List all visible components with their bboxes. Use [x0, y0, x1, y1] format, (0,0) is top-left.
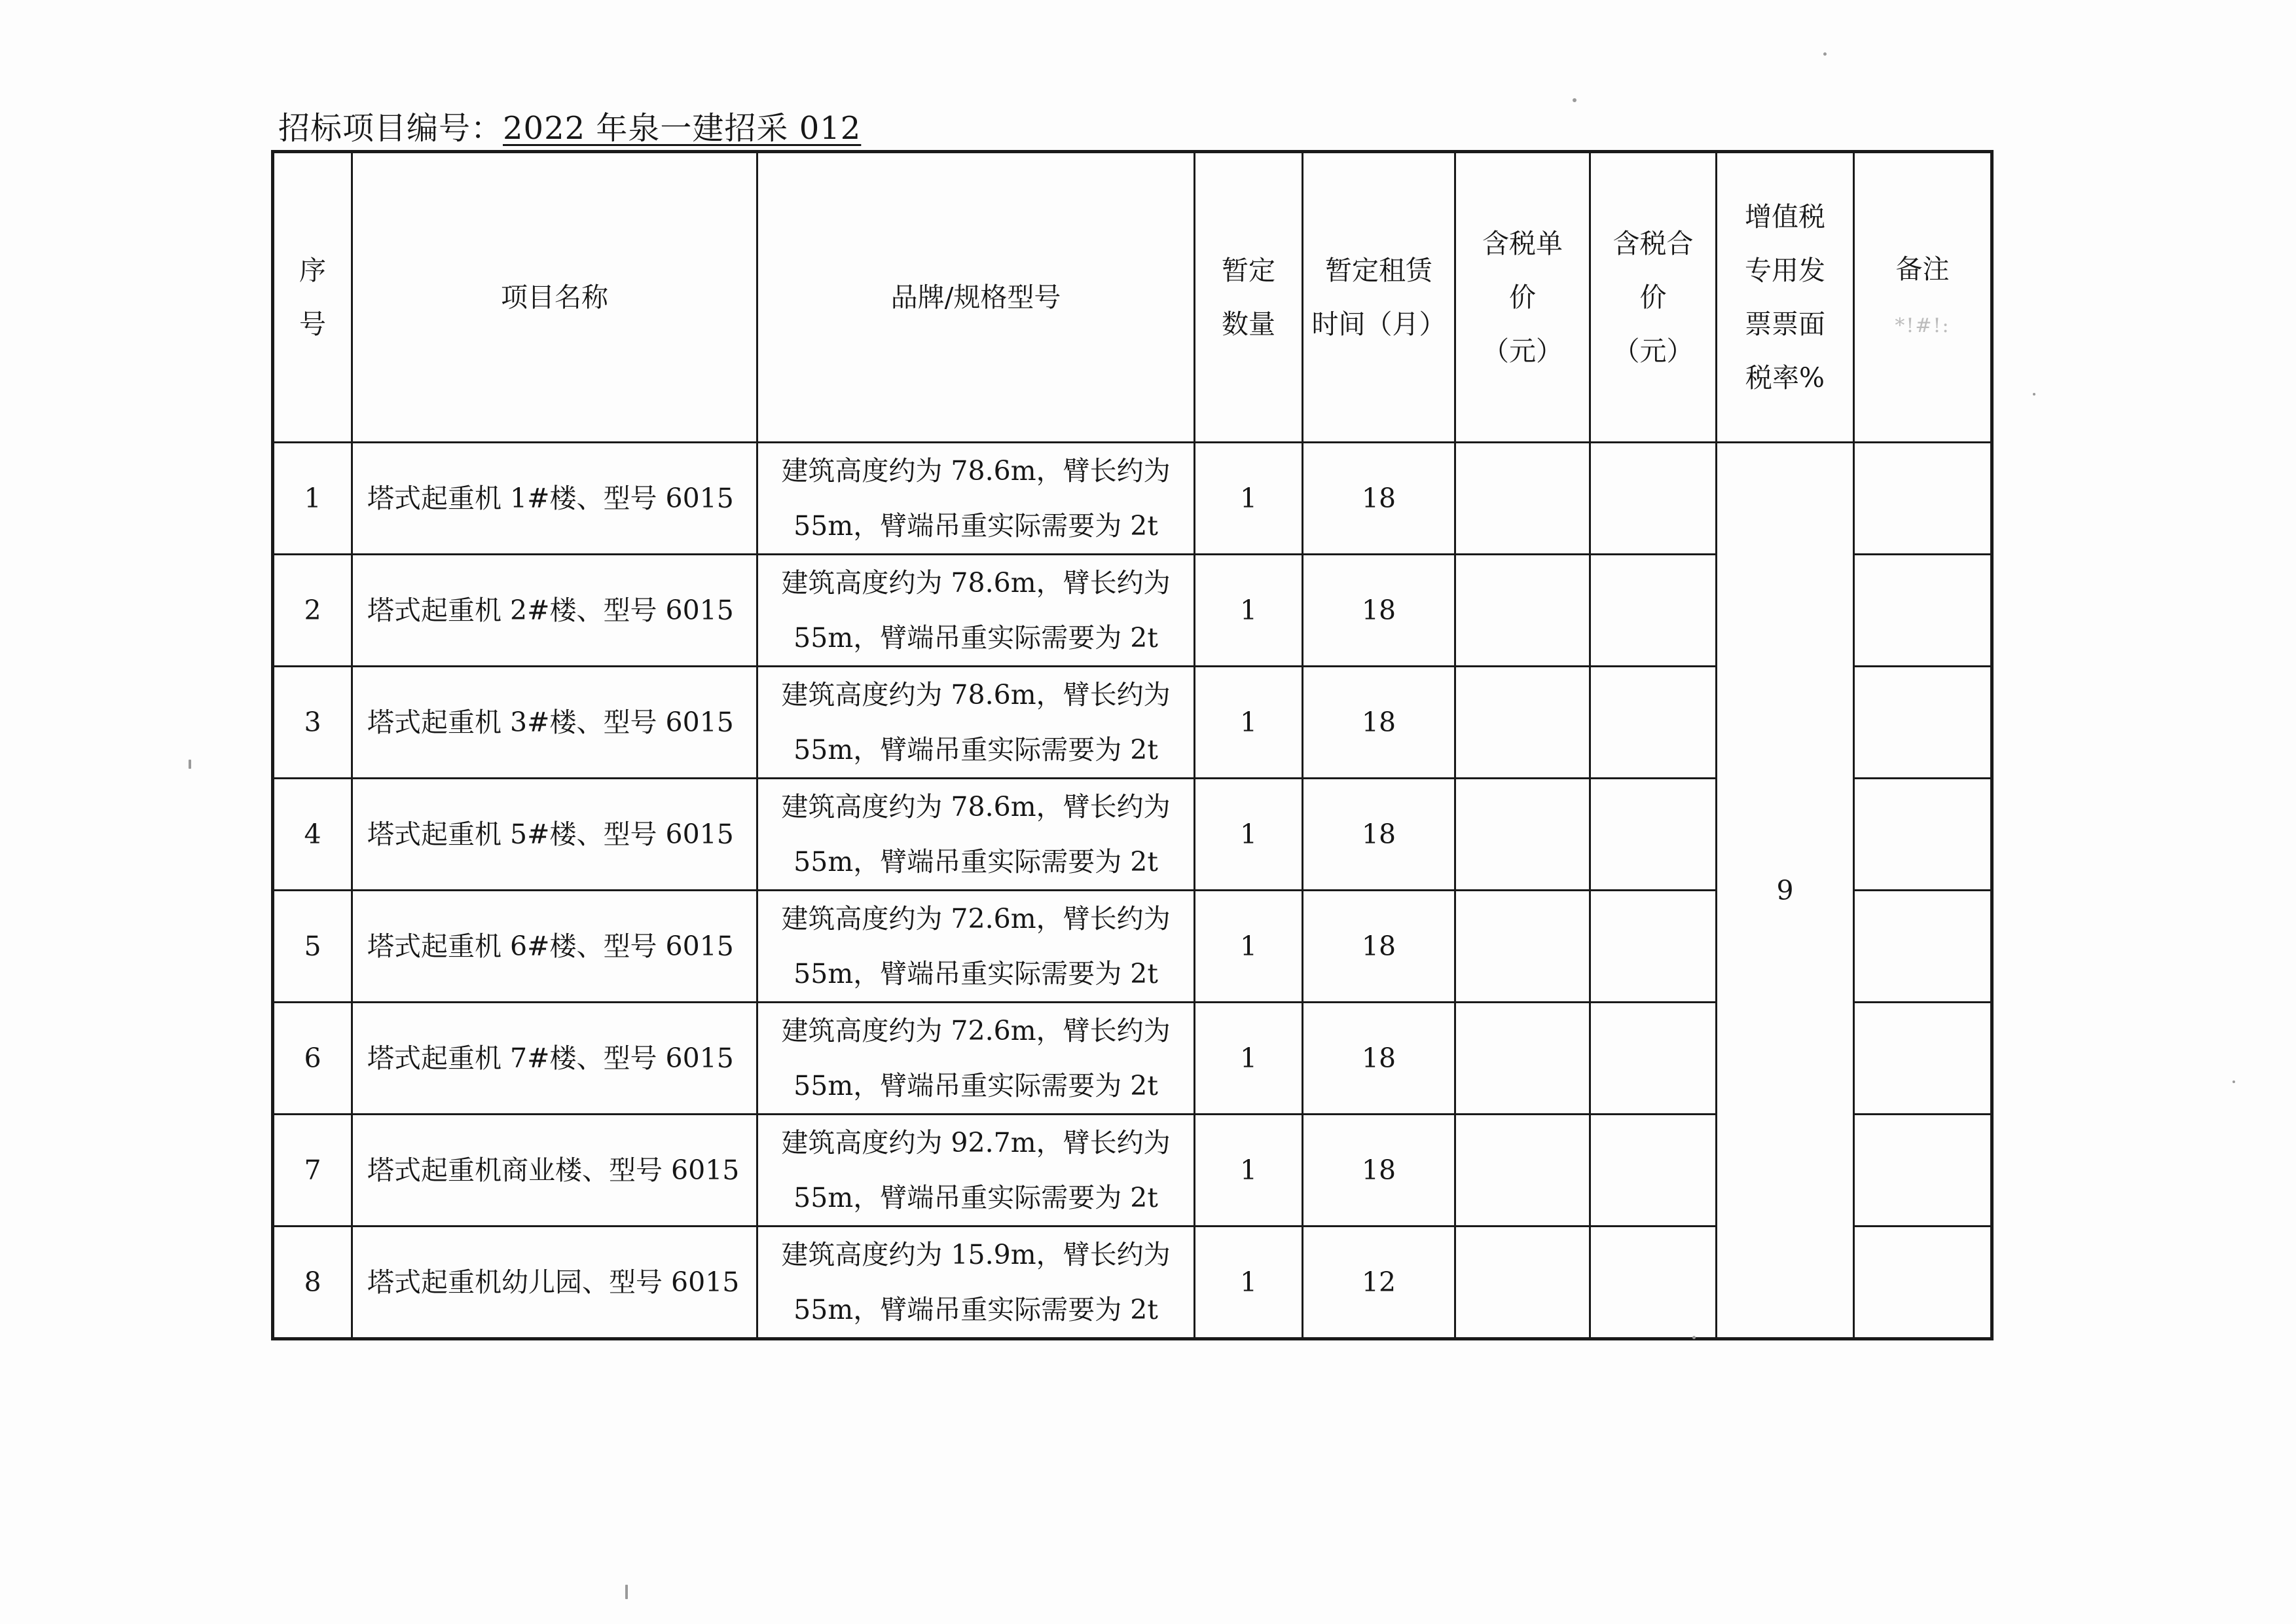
row-lease: 18	[1303, 1003, 1455, 1115]
row-qty: 1	[1195, 443, 1303, 555]
row-index: 1	[273, 443, 352, 555]
row-index: 3	[273, 667, 352, 779]
scan-speck	[2033, 393, 2035, 396]
title-label: 招标项目编号：	[278, 110, 503, 147]
row-total-price	[1590, 1115, 1717, 1227]
row-unit-price	[1455, 779, 1590, 891]
row-unit-price	[1455, 1227, 1590, 1339]
row-remark	[1854, 891, 1992, 1003]
remark-smudge: *!#!:	[1895, 314, 1950, 337]
tender-code: 2022 年泉一建招采 012	[503, 110, 862, 147]
scan-speck	[1823, 52, 1827, 56]
row-name: 塔式起重机幼儿园、型号 6015	[352, 1227, 757, 1339]
scan-speck	[189, 760, 191, 769]
row-remark	[1854, 555, 1992, 667]
header-index: 序 号	[273, 152, 352, 443]
row-qty: 1	[1195, 891, 1303, 1003]
row-unit-price	[1455, 555, 1590, 667]
vat-rate-cell: 9	[1717, 443, 1854, 1339]
row-total-price	[1590, 1227, 1717, 1339]
row-qty: 1	[1195, 779, 1303, 891]
row-name: 塔式起重机商业楼、型号 6015	[352, 1115, 757, 1227]
header-qty: 暂定 数量	[1195, 152, 1303, 443]
row-index: 7	[273, 1115, 352, 1227]
row-name: 塔式起重机 2#楼、型号 6015	[352, 555, 757, 667]
row-spec: 建筑高度约为 78.6m，臂长约为 55m，臂端吊重实际需要为 2t	[757, 555, 1195, 667]
row-spec: 建筑高度约为 78.6m，臂长约为 55m，臂端吊重实际需要为 2t	[757, 779, 1195, 891]
row-name: 塔式起重机 3#楼、型号 6015	[352, 667, 757, 779]
row-index: 2	[273, 555, 352, 667]
row-lease: 18	[1303, 443, 1455, 555]
row-unit-price	[1455, 443, 1590, 555]
row-index: 5	[273, 891, 352, 1003]
row-remark	[1854, 1115, 1992, 1227]
row-unit-price	[1455, 667, 1590, 779]
header-vat-rate: 增值税 专用发 票票面 税率%	[1717, 152, 1854, 443]
header-unit-price: 含税单 价 （元）	[1455, 152, 1590, 443]
row-spec: 建筑高度约为 72.6m，臂长约为 55m，臂端吊重实际需要为 2t	[757, 891, 1195, 1003]
header-row	[273, 152, 1992, 443]
row-lease: 18	[1303, 1115, 1455, 1227]
header-name: 项目名称	[352, 152, 757, 443]
row-qty: 1	[1195, 1003, 1303, 1115]
row-index: 8	[273, 1227, 352, 1339]
row-spec: 建筑高度约为 72.6m，臂长约为 55m，臂端吊重实际需要为 2t	[757, 1003, 1195, 1115]
row-total-price	[1590, 555, 1717, 667]
row-index: 4	[273, 779, 352, 891]
bid-table	[271, 150, 1994, 1340]
row-qty: 1	[1195, 1227, 1303, 1339]
scan-speck	[2232, 1080, 2235, 1083]
scan-speck	[1692, 1336, 1696, 1339]
row-lease: 18	[1303, 667, 1455, 779]
row-lease: 12	[1303, 1227, 1455, 1339]
row-remark	[1854, 1227, 1992, 1339]
row-index: 6	[273, 1003, 352, 1115]
row-qty: 1	[1195, 667, 1303, 779]
scan-speck	[625, 1585, 628, 1599]
row-spec: 建筑高度约为 78.6m，臂长约为 55m，臂端吊重实际需要为 2t	[757, 667, 1195, 779]
row-remark	[1854, 443, 1992, 555]
row-spec: 建筑高度约为 92.7m，臂长约为 55m，臂端吊重实际需要为 2t	[757, 1115, 1195, 1227]
scan-speck	[1573, 98, 1576, 102]
header-total-price: 含税合 价 （元）	[1590, 152, 1717, 443]
row-unit-price	[1455, 1003, 1590, 1115]
row-name: 塔式起重机 5#楼、型号 6015	[352, 779, 757, 891]
row-name: 塔式起重机 6#楼、型号 6015	[352, 891, 757, 1003]
row-total-price	[1590, 891, 1717, 1003]
header-spec: 品牌/规格型号	[757, 152, 1195, 443]
row-unit-price	[1455, 891, 1590, 1003]
row-remark	[1854, 1003, 1992, 1115]
row-lease: 18	[1303, 779, 1455, 891]
row-total-price	[1590, 667, 1717, 779]
row-total-price	[1590, 779, 1717, 891]
row-total-price	[1590, 443, 1717, 555]
row-qty: 1	[1195, 1115, 1303, 1227]
row-qty: 1	[1195, 555, 1303, 667]
document-title	[278, 109, 861, 148]
row-spec: 建筑高度约为 15.9m，臂长约为 55m，臂端吊重实际需要为 2t	[757, 1227, 1195, 1339]
row-spec: 建筑高度约为 78.6m，臂长约为 55m，臂端吊重实际需要为 2t	[757, 443, 1195, 555]
row-total-price	[1590, 1003, 1717, 1115]
table-row	[273, 443, 1992, 555]
row-lease: 18	[1303, 555, 1455, 667]
row-name: 塔式起重机 7#楼、型号 6015	[352, 1003, 757, 1115]
header-lease: 暂定租赁 时间（月）	[1303, 152, 1455, 443]
row-remark	[1854, 667, 1992, 779]
header-remark: 备注 *!#!:	[1854, 152, 1992, 443]
row-name: 塔式起重机 1#楼、型号 6015	[352, 443, 757, 555]
row-lease: 18	[1303, 891, 1455, 1003]
row-unit-price	[1455, 1115, 1590, 1227]
row-remark	[1854, 779, 1992, 891]
